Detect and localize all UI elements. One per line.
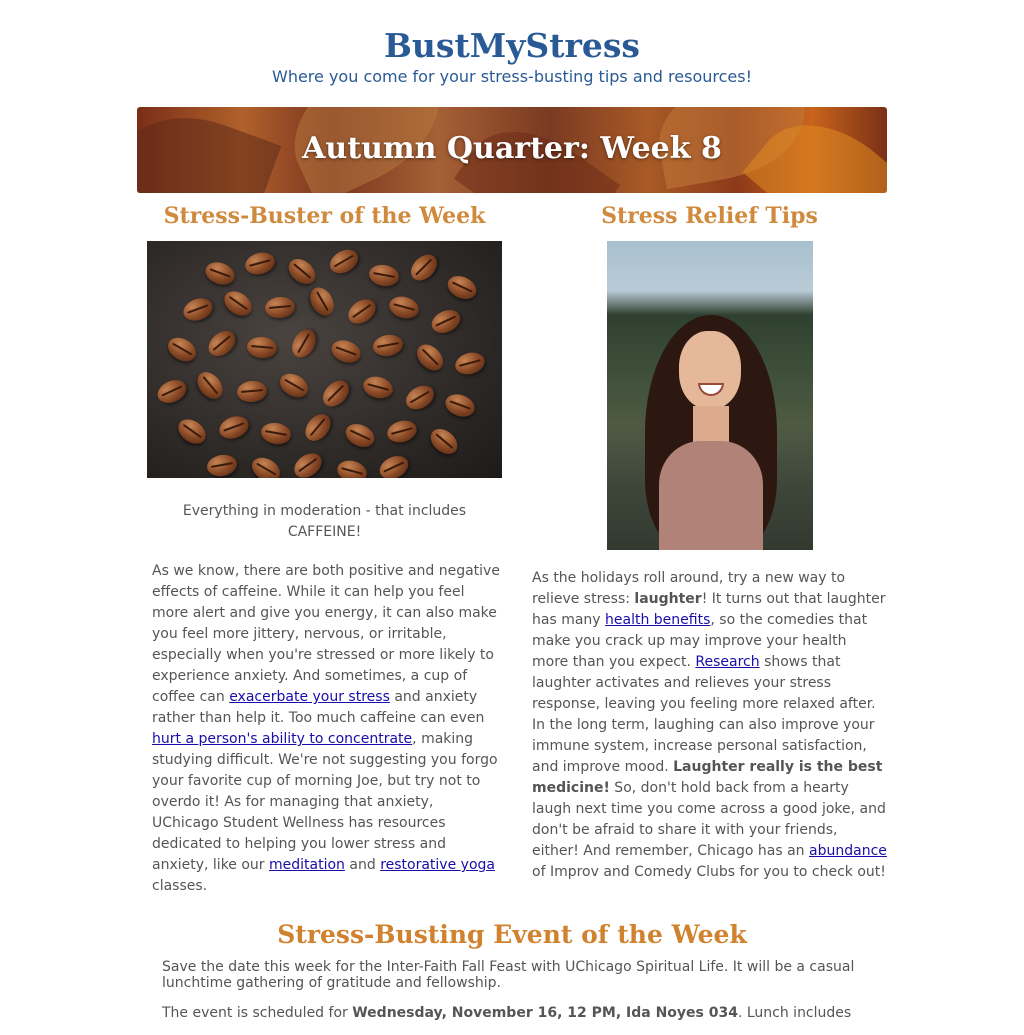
photo-face [679,331,741,409]
stress-buster-heading: Stress-Buster of the Week [163,203,486,229]
laughter-bold-text: laughter [634,591,702,607]
abundance-link[interactable]: abundance [809,843,887,859]
laughing-woman-image [607,241,813,550]
masthead [0,0,1024,87]
event-heading: Stress-Busting Event of the Week [277,920,747,949]
restorative-yoga-link[interactable]: restorative yoga [380,857,495,873]
caffeine-text-part: classes. [152,878,208,894]
event-text-part: The event is scheduled for [162,1005,353,1021]
site-tagline: Where you come for your stress-busting tips and resources! [272,67,752,86]
laughter-text-part: , so the comedies that make you crack up may improve your health more than you expect. [532,612,868,670]
event-text-part: . Lunch includes [737,1005,852,1021]
event-paragraph: Save the date this week for the Inter-Faith Fall Feast with UChicago Spiritual Life. It will be a casual lunchtime gathering of gratitude and fellowship. [162,959,855,991]
health-benefits-link[interactable]: health benefits [605,612,711,628]
week-banner [137,107,887,193]
event-date-location: Wednesday, November 16, 12 PM, Ida Noyes 034 [352,1005,738,1021]
laughter-text-part: of Improv and Comedy Clubs for you to check out! [532,864,886,880]
banner-title: Autumn Quarter: Week 8 [302,131,722,166]
relief-tips-section [532,202,887,883]
event-section [0,921,1024,1035]
laughter-text-part: shows that laughter activates and relieves your stress response, leaving you feeling more relaxed after. In the long term, laughing can also improve your immune system, increase personal satisfaction, and improve mood. [532,654,876,775]
meditation-link[interactable]: meditation [269,857,345,873]
caffeine-text-part: and [344,857,381,873]
laughter-text-part: So, don't hold back from a hearty laugh next time you come across a good joke, and don't be afraid to share it with your friends, either! And remember, Chicago has an [532,780,886,859]
caffeine-article-text [147,561,502,897]
event-details-paragraph [162,1005,862,1021]
photo-shirt [659,441,763,550]
site-title[interactable]: BustMyStress [383,26,641,65]
laughter-article-text [532,568,887,883]
caffeine-text-part: As we know, there are both positive and negative effects of caffeine. While it can help you feel more alert and give you energy, it can also make you feel more jittery, nervous, or irritable, especially when you're stressed or more likely to experience anxiety. And sometimes, a cup of coffee can [152,563,500,705]
concentrate-link[interactable]: hurt a person's ability to concentrate [152,731,413,747]
relief-tips-heading: Stress Relief Tips [601,203,818,229]
event-text [162,959,862,1021]
exacerbate-stress-link[interactable]: exacerbate your stress [229,689,390,705]
laughter-text-part: ! It turns out that laughter has many [532,591,886,628]
research-link[interactable]: Research [695,654,760,670]
coffee-caption: Everything in moderation - that includes CAFFEINE! [182,503,467,540]
caffeine-text-part: and anxiety rather than help it. Too much caffeine can even [152,689,485,726]
photo-neck [693,406,729,446]
laughter-text-part: As the holidays roll around, try a new way to relieve stress: [532,570,846,607]
coffee-beans-image [147,241,502,478]
laughter-bold-text: Laughter really is the best medicine! [532,759,883,796]
stress-buster-section [147,202,502,897]
caffeine-text-part: , making studying difficult. We're not suggesting you forgo your favorite cup of morning Joe, but try not to overdo it! As for managing that anxiety, UChicago Student Wellness has resources dedicated to helping you lower stress and anxiety, like our [152,731,498,873]
